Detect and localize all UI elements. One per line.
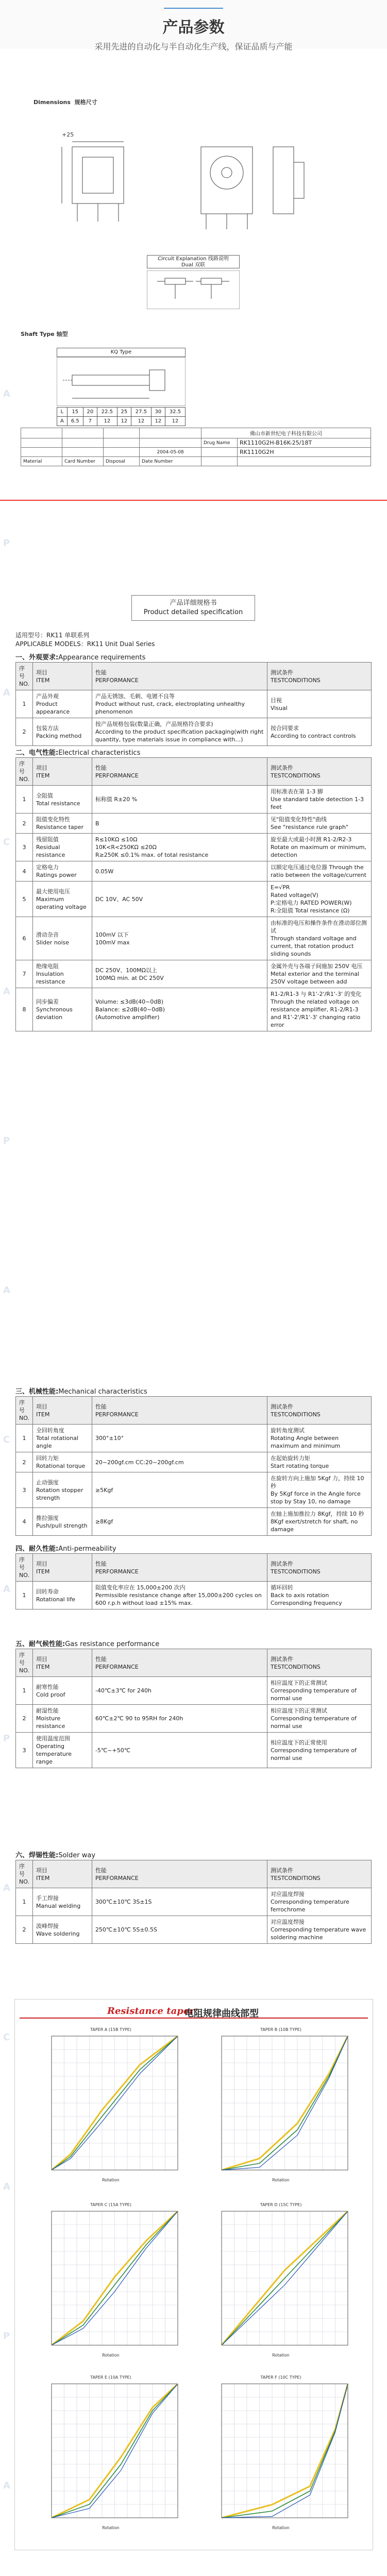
section-heading-en: Appearance requirements [58,654,146,662]
column-header: 项目 ITEM [32,1397,92,1425]
circuit-header: Circuit Explanation 线路说明 Dual 双联 [147,255,240,268]
column-header: 序号 NO. [16,1554,33,1582]
column-header: 测试条件 TESTCONDITIONS [267,1554,371,1582]
watermark-column [3,319,10,2576]
table-cell-no: 1 [16,1888,33,1916]
table-cell-no: 1 [16,690,33,718]
table-cell-test: 目视 Visual [267,690,371,718]
table-cell-no: 3 [16,834,33,861]
table-cell-test: 在轴上施加推拉力 8Kgf，持续 10 秒 8Kgf exert/stretch for shaft, no damage [267,1508,371,1536]
column-header: 性能 PERFORMANCE [92,1860,267,1888]
section-heading [15,1850,95,1859]
section-heading [15,747,140,757]
tb-cell [140,428,201,438]
table-cell-test: 对应温度焊接 Corresponding temperature wave soldering machine [267,1916,371,1944]
column-header: 测试条件 TESTCONDITIONS [267,1649,371,1677]
column-header: 测试条件 TESTCONDITIONS [267,1397,371,1425]
table-cell-test: 旋转角度测试 Rotating Angle between maximum and minimum [267,1425,371,1452]
table-cell-no: 3 [16,1472,33,1508]
table-header-row [16,1860,372,1888]
section-table [15,1649,372,1768]
table-cell-no: 1 [16,786,33,814]
column-header: 序号 NO. [16,1860,33,1888]
table-cell-no: 2 [16,1705,33,1733]
watermark-letter: A [3,986,11,997]
column-header: 序号 NO. [16,663,33,690]
table-cell-test: 按合同要求 According to contract controls [267,718,371,746]
table-cell: 12 [151,417,165,426]
spec-title-en: Product detailed specification [143,608,243,616]
section-heading-cn: 四、耐久性能: [15,1545,59,1553]
tb-cell [62,438,104,448]
table-cell-test: 循环回转 Back to axis rotation Corresponding frequency [267,1582,371,1609]
shaft-a-row [57,417,186,426]
table-header-row [16,1649,372,1677]
table-cell-test: 以额定电压通过电位器 Through the ratio between the voltage/current [267,861,371,882]
table-cell-item: 耐寒性能 Cold proof [32,1677,92,1705]
column-header: 序号 NO. [16,758,33,786]
table-row [16,917,372,960]
table-row [16,1472,372,1508]
plot-area [36,2033,186,2178]
table-cell-test: 相应温度下的正常测试 Corresponding temperature of normal use [267,1705,371,1733]
table-cell-no: 8 [16,988,33,1031]
table-cell-perf: 250℃±10℃ 5S±0.5S [92,1916,267,1944]
table-cell-perf: R≤10KΩ ≤10Ω 10K<R<250KΩ ≤20Ω R≥250K ≤0.1% max. of total resistance [92,834,267,861]
table-cell-no: 1 [16,1582,33,1609]
table-cell-test: 用标准表在第 1-3 脚 Use standard table detection 1-3 feet [267,786,371,814]
x-axis-label: Rotation [102,2526,120,2530]
table-cell-item: 阻值变化特性 Resistance taper [32,814,92,834]
table-cell-perf: DC 250V、100MΩ以上 100MΩ min. at DC 250V [92,960,267,988]
x-axis-label: Rotation [102,2178,120,2182]
spec-title-cn: 产品详细规格书 [170,599,217,607]
plot-area [206,2381,356,2526]
table-row [16,1677,372,1705]
table-cell-test: 相应温度下的正常使用 Corresponding temperature of normal use [267,1733,371,1768]
table-cell-test: 见"阻值变化特性"曲线 See "resistance rule graph" [267,814,371,834]
kq-type-label: KQ Type [57,348,186,357]
plot-caption: TAPER C (15A TYPE) [90,2202,131,2207]
section-heading-cn: 二、电气性能: [15,749,59,757]
column-header: 性能 PERFORMANCE [92,1397,267,1425]
column-header: 性能 PERFORMANCE [92,758,267,786]
shaft-type-label: Shaft Type 轴型 [21,331,68,337]
page-subtitle: 采用先进的自动化与半自动化生产线，保证品质与产能 [94,42,293,52]
column-header: 测试条件 TESTCONDITIONS [267,1860,371,1888]
tb-cell [104,428,140,438]
table-cell-no: 2 [16,814,33,834]
column-header: 序号 NO. [16,1649,33,1677]
table-row [16,1916,372,1944]
column-header: 项目 ITEM [32,758,92,786]
table-header-row [16,1397,372,1425]
table-cell: 25 [117,408,131,417]
applicable-models [15,631,155,649]
table-cell-perf: 标称值 R±20 % [92,786,267,814]
models-en: APPLICABLE MODELS：RK11 Unit Dual Series [15,640,155,648]
company-name: 佛山市新世纪电子科技有限公司 [201,428,371,438]
watermark-letter: P [3,2331,11,2342]
section-heading-en: Anti-permeability [58,1545,116,1553]
table-row [16,1733,372,1768]
taper-plot [206,2027,356,2187]
section-heading [15,1543,116,1553]
table-cell-test: 相应温度下的正常测试 Corresponding temperature of normal use [267,1677,371,1705]
curves-title-cn: 电阻规律曲线部型 [184,2008,259,2019]
table-cell-perf: -40℃±3℃ for 240h [92,1677,267,1705]
watermark-letter: A [3,2480,11,2491]
table-cell-perf: 300°±10° [92,1425,267,1452]
table-cell-no: 2 [16,718,33,746]
column-header: 项目 ITEM [32,1554,92,1582]
taper-plot [206,2202,356,2362]
section-heading-cn: 一、外观要求: [15,654,59,662]
table-row [16,1452,372,1472]
table-cell-item: 止动强度 Rotation stopper strength [32,1472,92,1508]
watermark-letter: P [3,1136,11,1146]
table-cell: 12 [131,417,151,426]
x-axis-label: Rotation [272,2526,290,2530]
table-cell-no: 7 [16,960,33,988]
header-accent-line [164,8,223,9]
section-heading-en: Mechanical characteristics [58,1388,147,1396]
tb-cell [104,448,140,457]
section-heading-cn: 六、焊锡性能: [15,1852,59,1859]
table-cell-perf: 100mV 以下 100mV max [92,917,267,960]
table-cell: 32.5 [165,408,185,417]
table-row [16,988,372,1031]
column-header: 项目 ITEM [32,1860,92,1888]
table-cell-item: 绝缘电阻 Insulation resistance [32,960,92,988]
table-cell-item: 耐湿性能 Moisture resistance [32,1705,92,1733]
column-header: 性能 PERFORMANCE [92,1554,267,1582]
x-axis-label: Rotation [102,2353,120,2358]
taper-plot [36,2202,186,2362]
table-cell-item: 使用温度范围 Operating temperature range [32,1733,92,1768]
table-cell: 12 [117,417,131,426]
table-cell-perf: Volume: ≤3dB(40~0dB) Balance: ≤2dB(40~0dB) (Automotive amplifier) [92,988,267,1031]
table-row [16,1508,372,1536]
plot-caption: TAPER D (15C TYPE) [260,2202,302,2207]
table-cell-item: 最大使用电压 Maximum operating voltage [32,882,92,917]
plot-caption: TAPER F (10C TYPE) [260,2375,301,2380]
table-cell-no: 4 [16,1508,33,1536]
table-cell-perf: 阻值变化率应在 15,000±200 次内 Permissible resistance change after 15,000±200 cycles on 600 r.p.h without load ±15% max. [92,1582,267,1609]
table-cell-no: 3 [16,1733,33,1768]
table-cell-perf: 300℃±10℃ 3S±1S [92,1888,267,1916]
table-row [16,814,372,834]
section-table [15,1396,372,1536]
dimensions-label: Dimensions 规格尺寸 [33,99,97,106]
tb-cell [201,448,238,457]
x-axis-label: Rotation [272,2178,290,2182]
watermark-letter: P [3,1733,11,1744]
table-cell-perf: 0.05W [92,861,267,882]
disposal-label: Disposal [104,457,140,466]
drawing-date: 2004-05-08 [140,448,201,457]
watermark-letter: C [3,1434,11,1445]
section-heading [15,1638,159,1648]
red-divider [0,500,387,501]
table-cell: 15 [67,408,83,417]
circuit-diagram [147,270,240,309]
taper-plot [36,2375,186,2535]
table-cell-no: 2 [16,1916,33,1944]
plot-area [206,2209,356,2353]
table-row [16,861,372,882]
table-cell: 12 [97,417,117,426]
watermark-letter: A [3,388,11,399]
column-header: 性能 PERFORMANCE [92,1649,267,1677]
section-heading-en: Solder way [58,1852,96,1859]
shaft-dimension-table [57,407,186,426]
plot-caption: TAPER E (10A TYPE) [90,2375,131,2380]
section-table [15,757,372,1031]
column-header: 测试条件 TESTCONDITIONS [267,663,371,690]
section-table [15,1860,372,1944]
table-cell-test: R1-2/R1-3 与 R1'-2'/R1'-3' 的变化 Through the related voltage on resistance amplifier, R1-2/R1-3 and R1'-2'/R1'-3' changing ratio error [267,988,371,1031]
plot-area [206,2033,356,2178]
watermark-letter: P [3,538,11,549]
material-label: Material [21,457,62,466]
table-cell-item: 全阻值 Total resistance [32,786,92,814]
table-row [16,882,372,917]
tb-cell [238,457,371,466]
tb-cell [21,438,62,448]
tb-cell [201,457,238,466]
table-row [16,1888,372,1916]
drug-name-label: Drug Name [201,438,238,448]
section-table [15,662,372,746]
table-cell-test: 在起始旋转力矩 Start rotating torque [267,1452,371,1472]
table-row [16,1705,372,1733]
table-cell-perf: -5℃~+50℃ [92,1733,267,1768]
table-cell-test: 由标准的电压和操作条件在滑动部位测试 Through standard voltage and current, that rotation product sliding sounds [267,917,371,960]
table-cell-perf: ≥8Kgf [92,1508,267,1536]
table-cell-item: 同步偏差 Synchronous deviation [32,988,92,1031]
table-row [16,960,372,988]
page-title: 产品参数 [162,19,225,37]
table-row [16,690,372,718]
table-cell: 20 [83,408,97,417]
tb-cell [140,438,201,448]
table-cell: 12 [165,417,185,426]
table-cell-test: 对应温度焊接 Corresponding temperature ferrochrome [267,1888,371,1916]
watermark-letter [3,2561,10,2576]
table-cell-no: 1 [16,1425,33,1452]
column-header: 序号 NO. [16,1397,33,1425]
table-cell-perf: ≥5Kgf [92,1472,267,1508]
table-cell: L [57,408,68,417]
table-cell-test: 金属外壳与各端子间施加 250V 电压 Metal exterior and the terminal 250V voltage between add [267,960,371,988]
plot-caption: TAPER B (10B TYPE) [260,2027,301,2032]
table-cell-perf: 产品无锈蚀、毛刺、电镀不良等 Product without rust, crack, electroplating unhealthy phenomenon [92,690,267,718]
column-header: 测试条件 TESTCONDITIONS [267,758,371,786]
table-cell: 6.5 [67,417,83,426]
tb-cell [104,438,140,448]
taper-plot [36,2027,186,2187]
tb-cell [21,428,62,438]
table-cell-test: E=√PR Rated voltage(V) P:定格电力 RATED POWER(W) R:全阻值 Total resistance (Ω) [267,882,371,917]
table-cell-item: 包装方法 Packing method [32,718,92,746]
section-heading-cn: 五、耐气候性能: [15,1640,65,1648]
title-block [21,428,371,466]
tb-cell [62,448,104,457]
table-cell-no: 4 [16,861,33,882]
table-cell-item: 回转力矩 Rotational torque [32,1452,92,1472]
table-header-row [16,1554,372,1582]
table-cell-perf: 按产品规格包装(数量正确，产品规格符合要求) According to the product specification packaging(with right quantity, type materials issue in compliance with…) [92,718,267,746]
table-cell-item: 推拉强度 Push/pull strength [32,1508,92,1536]
x-axis-label: Rotation [272,2353,290,2358]
column-header: 项目 ITEM [32,663,92,690]
taper-plot [206,2375,356,2535]
models-cn: 适用型号：RK11 单联系列 [15,632,90,639]
shaft-drawing [57,357,186,406]
section-heading-en: Gas resistance performance [65,1640,160,1648]
table-cell-test: 旋至最大或最小时测 R1-2/R2-3 Rotate on maximum or minimum, detection [267,834,371,861]
table-cell-item: 残留阻值 Residual resistance [32,834,92,861]
table-cell: 30 [151,408,165,417]
part-number-1: RK1110G2H-B16K-25/18T [238,438,371,448]
column-header: 项目 ITEM [32,1649,92,1677]
tb-cell [21,448,62,457]
table-cell: 7 [83,417,97,426]
table-cell-perf: B [92,814,267,834]
watermark-letter: C [3,2032,11,2043]
table-row [16,1425,372,1452]
table-cell-no: 6 [16,917,33,960]
watermark-letter: C [3,837,11,848]
dimension-drawing [46,137,335,240]
table-cell-no: 2 [16,1452,33,1472]
table-cell-item: 回转寿命 Rotational life [32,1582,92,1609]
watermark-letter: A [3,1285,11,1296]
watermark-letter: A [3,687,11,698]
plot-area [36,2209,186,2353]
table-cell-perf: 20~200gf.cm CC:20~200gf.cm [92,1452,267,1472]
table-cell-perf: DC 10V、AC 50V [92,882,267,917]
table-row [16,1582,372,1609]
table-header-row [16,758,372,786]
section-heading [15,1386,147,1396]
table-row [16,786,372,814]
table-row [16,718,372,746]
part-number-2: RK1110G2H [238,448,371,457]
spec-title-box [131,595,255,621]
shaft-l-row [57,408,186,417]
card-number-label: Card Number [62,457,104,466]
section-heading-en: Electrical characteristics [58,749,141,757]
section-heading-cn: 三、机械性能: [15,1388,59,1396]
table-header-row [16,663,372,690]
section-heading [15,652,145,662]
table-cell: 22.5 [97,408,117,417]
table-cell-perf: 60℃±2℃ 90 to 95RH for 240h [92,1705,267,1733]
section-table [15,1553,372,1609]
table-cell: 27.5 [131,408,151,417]
table-cell-item: 滑动杂音 Slider noise [32,917,92,960]
table-cell-item: 手工焊接 Manual welding [32,1888,92,1916]
table-cell: A [57,417,68,426]
date-number-label: Date Number [140,457,201,466]
curves-title-en: Resistance taper [107,2006,194,2016]
dimension-top: +25 [62,131,74,138]
watermark-letter: A [3,2181,11,2192]
table-cell-no: 1 [16,1677,33,1705]
table-cell-item: 波峰焊接 Wave soldering [32,1916,92,1944]
plot-area [36,2381,186,2526]
table-cell-item: 全回转角度 Total rotational angle [32,1425,92,1452]
plot-caption: TAPER A (15B TYPE) [90,2027,131,2032]
tb-cell [62,428,104,438]
table-cell-no: 5 [16,882,33,917]
table-row [16,834,372,861]
watermark-letter: A [3,1883,11,1893]
column-header: 性能 PERFORMANCE [92,663,267,690]
watermark-letter: A [3,1584,11,1595]
table-cell-test: 在旋转方向上施加 5Kgf 力，持续 10 秒 By 5Kgf force in the Angle force stop by Stay 10, no damage [267,1472,371,1508]
table-cell-item: 定格电力 Ratings power [32,861,92,882]
table-cell-item: 产品外观 Product appearance [32,690,92,718]
curves-header [20,2004,368,2019]
